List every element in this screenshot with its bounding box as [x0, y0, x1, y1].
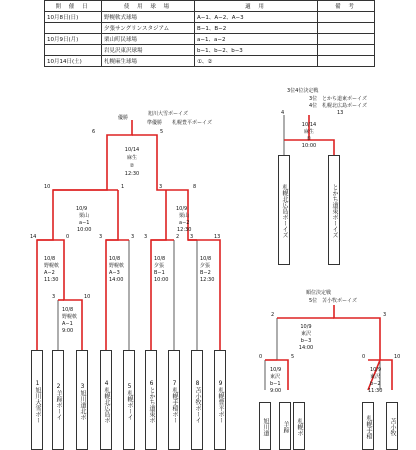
schedule-venue: 札幌麻生球場 — [102, 56, 195, 67]
fifth-team: 苫小牧ボーイズ — [322, 298, 357, 304]
cons-final-date: 10/9 — [300, 324, 312, 330]
team-name: 羊蹄 — [282, 421, 289, 433]
q1-score-right: 0 — [66, 234, 70, 240]
cons-final-score-right: 3 — [383, 312, 387, 318]
team-number: 2 — [55, 382, 62, 390]
team-number: 5 — [126, 382, 133, 390]
team-box — [386, 402, 398, 450]
team-number: 9 — [217, 379, 224, 387]
schedule-venue: 野幌軟式球場 — [102, 12, 195, 23]
team-number: 1 — [34, 379, 41, 387]
team-box — [191, 350, 203, 450]
q1-venue: 野幌軟 — [44, 263, 60, 269]
cons-m1-score-right: 5 — [291, 354, 295, 360]
cons-m2-venue: 東沢 — [370, 374, 381, 380]
team-name: 札幌ボーイ — [126, 389, 133, 420]
q1-time: 11:30 — [44, 277, 59, 283]
schedule-apply: A−1、A−2、A−3 — [195, 12, 318, 23]
team-name: 旭川道北ボ — [79, 389, 86, 420]
header-date: 開 催 日 — [45, 1, 102, 12]
team-name: とかち道東ボーイズ — [331, 184, 338, 238]
cons-m2-time: 11:30 — [368, 388, 383, 394]
q2-game: A−3 — [109, 270, 120, 276]
final-game: ② — [129, 163, 135, 169]
q4-date: 10/8 — [200, 256, 212, 262]
final-score-left: 6 — [92, 129, 96, 135]
team-name: 札幌手稲 — [365, 415, 372, 439]
team-box — [168, 350, 180, 450]
cons-final-game: b−3 — [300, 338, 312, 344]
q2-venue: 野幌軟 — [109, 263, 125, 269]
cons-m2-score-left: 0 — [362, 354, 366, 360]
q3-venue: 夕張 — [154, 263, 165, 269]
third-score-right: 13 — [337, 110, 344, 116]
final-venue: 麻生 — [126, 155, 137, 161]
team-box — [278, 155, 290, 265]
semi-right-time: 12:30 — [177, 227, 192, 233]
final-time: 12:30 — [124, 171, 140, 177]
header-notes: 備 考 — [318, 1, 375, 12]
team-box — [328, 155, 340, 265]
team-number: 7 — [171, 379, 178, 387]
cons-m1-venue: 東沢 — [270, 374, 281, 380]
q2-time: 14:00 — [109, 277, 124, 283]
team-box — [259, 402, 271, 450]
fourth-team: 札幌北広島ボーイズ — [322, 103, 367, 109]
semi-right-date: 10/9 — [176, 206, 188, 212]
cons-m2-game: b−2 — [370, 381, 381, 387]
team-name: 札幌豊平ボー — [217, 386, 224, 423]
cons-m2-score-right: 10 — [394, 354, 401, 360]
semi-left-time: 10:00 — [77, 227, 92, 233]
cons-m1-game: b−1 — [270, 381, 281, 387]
winner-label: 優勝 — [118, 115, 129, 121]
runnerup-team: 札幌豊平ボーイズ — [172, 120, 212, 126]
q3-score-left: 3 — [144, 234, 148, 240]
consolation-title: 順位決定戦 — [306, 290, 332, 296]
team-box — [52, 350, 64, 450]
third-label: 3位 — [309, 96, 318, 102]
team-name: 旭川大雪ボー — [34, 386, 41, 423]
team-name: 旭川道 — [262, 418, 269, 436]
r1-venue: 野幌軟 — [62, 314, 78, 320]
team-box — [214, 350, 226, 450]
q1-score-left: 14 — [30, 234, 37, 240]
q1-game: A−2 — [44, 270, 55, 276]
q3-score-right: 2 — [176, 234, 180, 240]
team-box — [76, 350, 88, 450]
team-name: 札幌北広島ボ — [103, 386, 110, 423]
winner-team: 旭川大雪ボーイズ — [148, 111, 188, 117]
q4-score-left: 3 — [190, 234, 194, 240]
team-name: 札幌手稲ボー — [171, 386, 178, 423]
team-box — [362, 402, 374, 450]
team-name: 札幌北広島ボーイズ — [281, 184, 288, 238]
third-venue: 麻生 — [303, 129, 314, 135]
fifth-label: 5位 — [309, 298, 318, 304]
q2-score-right: 3 — [131, 234, 135, 240]
q2-date: 10/8 — [109, 256, 121, 262]
header-venue: 使 用 球 場 — [102, 1, 195, 12]
runnerup-label: 準優勝 — [147, 120, 163, 126]
final-score-right: 5 — [160, 129, 164, 135]
r1-time: 9:00 — [62, 328, 74, 334]
cons-final-time: 14:00 — [298, 345, 314, 351]
q4-venue: 夕張 — [200, 263, 211, 269]
q3-game: B−1 — [154, 270, 165, 276]
schedule-apply: B−1、B−2 — [195, 23, 318, 34]
cons-m1-date: 10/9 — [270, 367, 282, 373]
semi-right-score-left: 3 — [159, 184, 163, 190]
cons-final-venue: 東沢 — [300, 331, 311, 337]
team-name: 札幌ボ — [296, 418, 303, 436]
final-date: 10/14 — [124, 147, 140, 153]
semi-left-score-right: 1 — [121, 184, 125, 190]
semi-left-game: a−1 — [79, 220, 90, 226]
third-team: とかち道東ボーイズ — [322, 96, 367, 102]
q4-game: B−2 — [200, 270, 211, 276]
schedule-venue: 岩見沢東沢球場 — [102, 45, 195, 56]
third-score-left: 4 — [281, 110, 285, 116]
semi-left-score-left: 10 — [44, 184, 51, 190]
team-box — [31, 350, 43, 450]
q2-score-left: 3 — [99, 234, 103, 240]
semi-right-score-right: 8 — [193, 184, 197, 190]
schedule-date: 10月14日(土) — [45, 56, 102, 67]
cons-final-score-left: 2 — [271, 312, 275, 318]
q3-time: 10:00 — [154, 277, 169, 283]
schedule-venue: 夕張サングリンスタジアム — [102, 23, 195, 34]
q4-time: 12:30 — [200, 277, 215, 283]
team-box — [100, 350, 112, 450]
cons-m2-date: 10/9 — [370, 367, 382, 373]
schedule-date: 10月8日(日) — [45, 12, 102, 23]
semi-left-date: 10/9 — [76, 206, 88, 212]
team-number: 3 — [79, 382, 86, 390]
third-title: 3位4位決定戦 — [287, 88, 319, 94]
semi-right-game: a−2 — [179, 220, 190, 226]
q4-score-right: 13 — [214, 234, 221, 240]
team-number: 6 — [148, 379, 155, 387]
third-time: 10:00 — [301, 143, 317, 149]
semi-left-venue: 栗山 — [79, 213, 90, 219]
header-apply: 適 用 — [195, 1, 318, 12]
team-number: 8 — [194, 379, 201, 387]
r1-score-left: 3 — [52, 294, 56, 300]
schedule-date: 10月9日(月) — [45, 34, 102, 45]
team-box — [293, 402, 305, 450]
team-name: とかち道東ボ — [148, 386, 155, 423]
schedule-apply: a−1、a−2 — [195, 34, 318, 45]
semi-right-venue: 栗山 — [179, 213, 190, 219]
team-name: 苫小牧 — [389, 418, 396, 436]
team-name: 羊蹄ボーイ — [55, 389, 62, 420]
schedule-apply: ①、② — [195, 56, 318, 67]
r1-score-right: 10 — [84, 294, 91, 300]
r1-game: A−1 — [62, 321, 73, 327]
team-box — [123, 350, 135, 450]
third-game: ① — [306, 136, 312, 142]
fourth-label: 4位 — [309, 103, 318, 109]
q3-date: 10/8 — [154, 256, 166, 262]
q1-date: 10/8 — [44, 256, 56, 262]
schedule-apply: b−1、b−2、b−3 — [195, 45, 318, 56]
cons-m1-time: 9:00 — [270, 388, 282, 394]
team-box — [145, 350, 157, 450]
cons-m1-score-left: 0 — [259, 354, 263, 360]
r1-date: 10/8 — [62, 307, 74, 313]
team-name: 苫小牧ボーイ — [194, 386, 201, 423]
third-date: 10/14 — [301, 122, 317, 128]
schedule-venue: 栗山町民球場 — [102, 34, 195, 45]
team-number: 4 — [103, 379, 110, 387]
team-box — [279, 402, 291, 450]
